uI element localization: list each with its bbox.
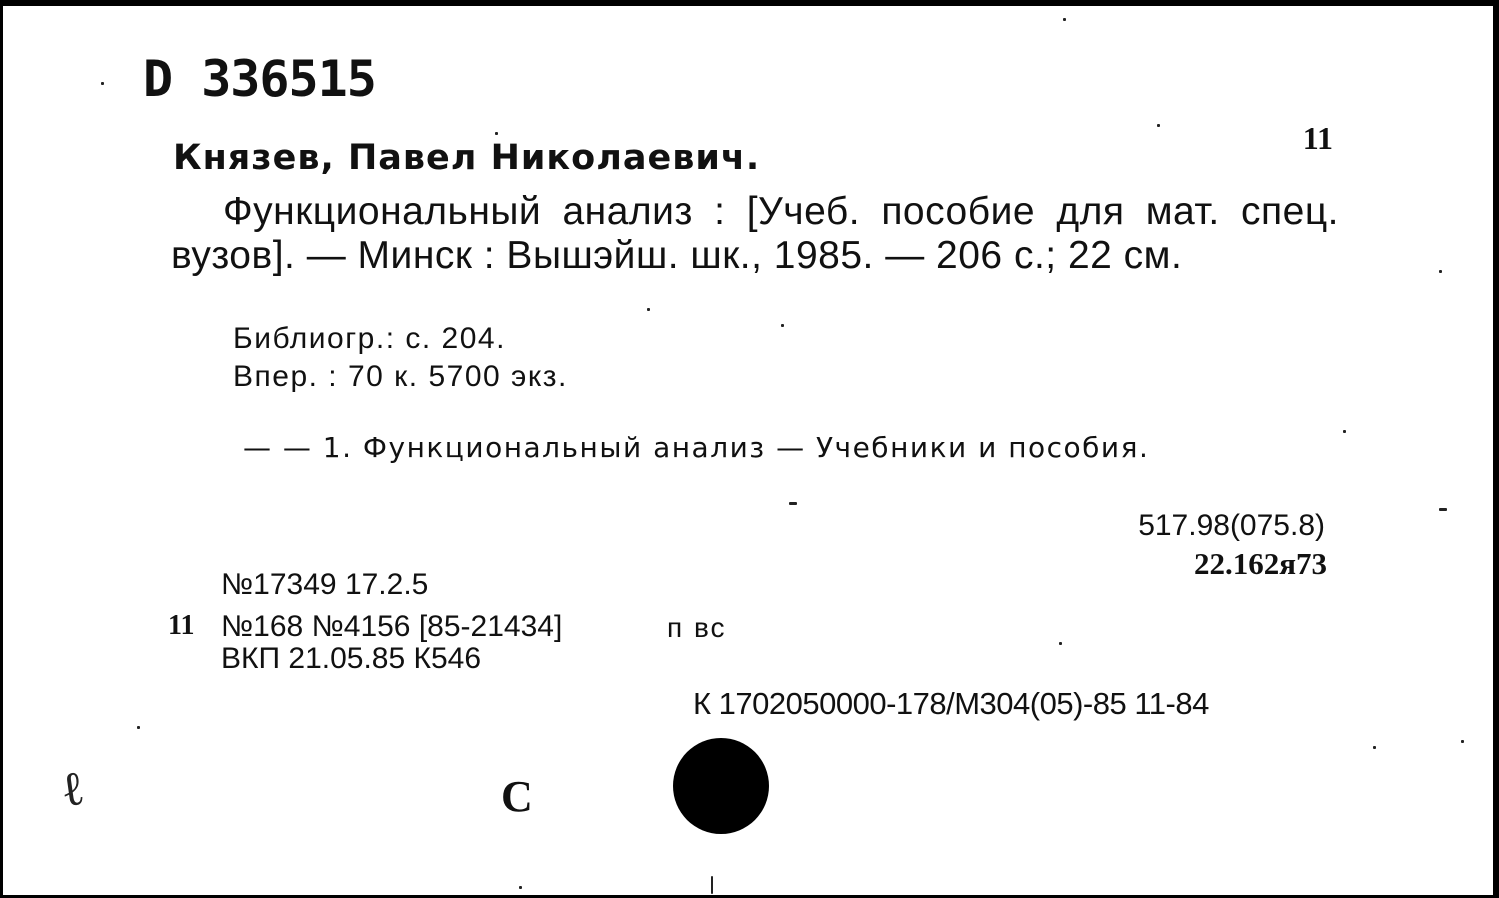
card-number: D 336515: [143, 50, 376, 108]
dust-speck: [137, 726, 140, 729]
dust-speck: [711, 876, 713, 894]
binding-price-note: Впер. : 70 к. 5700 экз.: [233, 360, 568, 393]
dust-speck: [1063, 18, 1066, 21]
volume-mark: 11: [1302, 120, 1333, 156]
dust-speck: [1373, 746, 1376, 749]
bibliographic-description: Функциональный анализ : [Учеб. пособие для мат. спец. вузов]. — Минск : Вышэйш. шк., 1985. — 206 с.; 22 см.: [171, 190, 1339, 277]
dust-speck: [789, 502, 797, 505]
dust-speck: [781, 324, 784, 327]
service-line-2-tail: п вс: [667, 612, 727, 643]
dust-speck: [1343, 430, 1346, 433]
service-line-2-mark: 11: [168, 610, 195, 641]
author-heading: Князев, Павел Николаевич.: [173, 138, 761, 178]
dust-speck: [101, 82, 104, 85]
dust-speck: [495, 132, 498, 135]
c-mark: С: [501, 772, 533, 821]
service-line-2: №168 №4156 [85-21434]: [221, 610, 563, 643]
dust-speck: [1439, 270, 1442, 273]
dust-speck: [1157, 124, 1160, 127]
dust-speck: [1439, 508, 1447, 511]
service-line-1: №17349 17.2.5: [221, 568, 429, 601]
bbk-code: 22.162я73: [1193, 546, 1327, 581]
handwritten-scribble: ℓ: [57, 759, 88, 819]
dust-speck: [1461, 740, 1464, 743]
punch-hole: [673, 738, 769, 834]
dust-speck: [519, 886, 522, 889]
dust-speck: [1059, 642, 1062, 645]
bibliography-note: Библиогр.: с. 204.: [233, 322, 506, 355]
udc-code: 517.98(075.8): [1138, 509, 1325, 542]
service-line-3: ВКП 21.05.85 К546: [221, 642, 482, 675]
dust-speck: [647, 308, 650, 311]
subject-entry: — — 1. Функциональный анализ — Учебники и пособия.: [243, 431, 1150, 464]
k-code: К 1702050000-178/М304(05)-85 11-84: [693, 686, 1209, 721]
